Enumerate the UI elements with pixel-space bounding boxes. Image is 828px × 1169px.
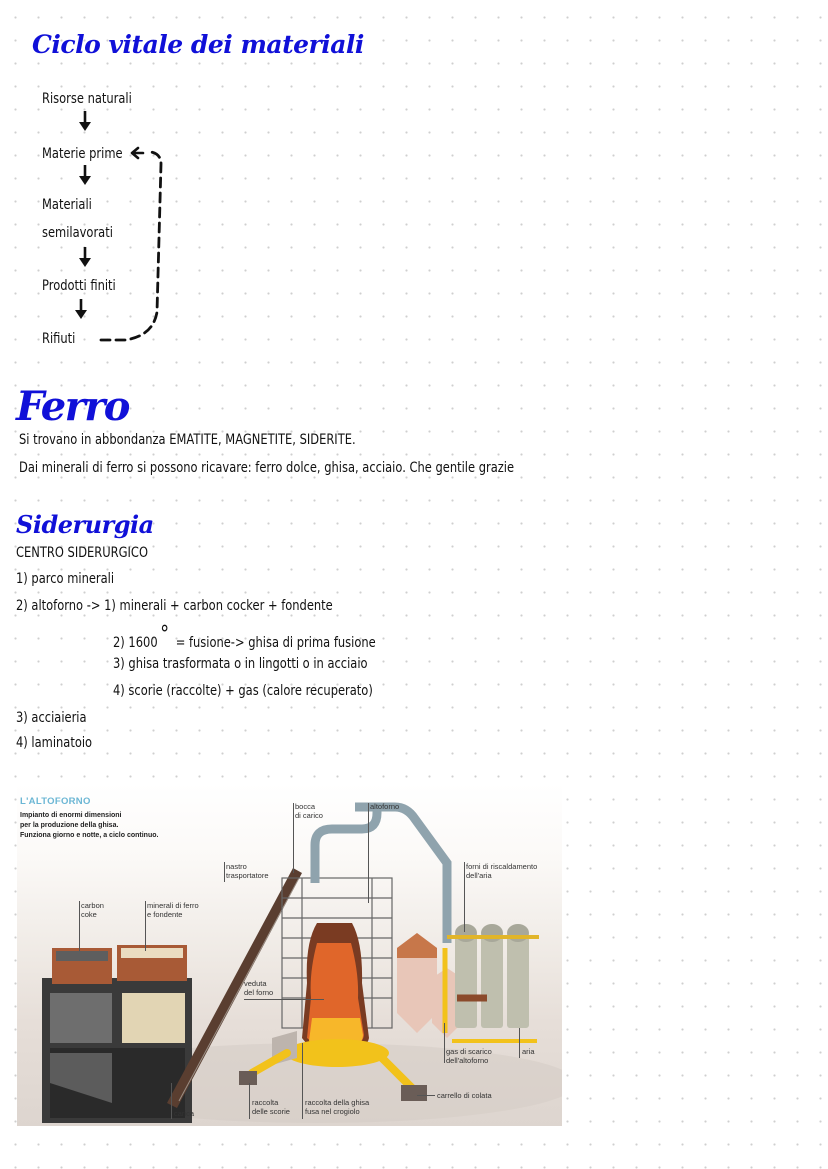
section-title-ciclo-vitale: Ciclo vitale dei materiali <box>32 30 364 59</box>
leader-line <box>249 1083 250 1119</box>
siderurgia-heading: CENTRO SIDERURGICO <box>16 545 148 561</box>
leader-line <box>368 803 369 903</box>
leader-line <box>302 1043 303 1119</box>
label-altoforno: altoforno <box>370 802 400 811</box>
sub-item-1600 <box>113 622 376 653</box>
label-gas-di-scarico: gas di scarico dell'altoforno <box>446 1047 492 1065</box>
step-semilavorati: semilavorati <box>42 225 113 241</box>
label-carica: carica <box>174 1109 195 1118</box>
leader-line <box>224 862 225 882</box>
ferro-line-1: Si trovano in abbondanza EMATITE, MAGNETITE, SIDERITE. <box>19 432 356 448</box>
leader-line <box>79 901 80 951</box>
leader-line <box>444 1023 445 1063</box>
label-carrello-di-colata: carrello di colata <box>437 1091 492 1100</box>
leader-line <box>293 803 294 873</box>
item-acciaieria: 3) acciaieria <box>16 710 87 726</box>
leader-line <box>244 999 324 1000</box>
arrow-down-icon <box>78 246 92 268</box>
item-altoforno: 2) altoforno -> 1) minerali + carbon cocker + fondente <box>16 598 333 614</box>
step-materiali: Materiali <box>42 197 92 213</box>
figure-subtitle-line: per la produzione della ghisa. <box>20 822 119 829</box>
section-title-ferro: Ferro <box>16 383 129 430</box>
step-rifiuti: Rifiuti <box>42 331 76 347</box>
sub-item-scorie-gas: 4) scorie (raccolte) + gas (calore recuperato) <box>113 683 373 699</box>
label-veduta-del-forno: veduta del forno <box>244 979 274 997</box>
label-bocca-di-carico: bocca di carico <box>295 802 323 820</box>
label-minerali-di-ferro: minerali di ferro e fondente <box>147 901 199 919</box>
arrow-down-icon <box>74 298 88 320</box>
label-aria: aria <box>522 1047 535 1056</box>
step-risorse-naturali: Risorse naturali <box>42 91 132 107</box>
degree-symbol: ° <box>160 622 170 647</box>
label-carbon-coke: carbon coke <box>81 901 104 919</box>
label-raccolta-scorie: raccolta delle scorie <box>252 1098 290 1116</box>
recycle-loop-arrow-icon <box>95 140 175 350</box>
label-raccolta-ghisa: raccolta della ghisa fusa nel crogiolo <box>305 1098 370 1116</box>
step-prodotti-finiti: Prodotti finiti <box>42 278 116 294</box>
figure-title: L'ALTOFORNO <box>20 796 91 807</box>
leader-line <box>171 1083 172 1119</box>
leader-line <box>519 1028 520 1058</box>
ferro-line-2: Dai minerali di ferro si possono ricavare: ferro dolce, ghisa, acciaio. Che gentile grazie <box>19 460 515 476</box>
leader-line <box>417 1095 435 1096</box>
item-laminatoio: 4) laminatoio <box>16 735 93 751</box>
sub-item-1600-text: 2) 1600 <box>113 635 158 651</box>
label-nastro-trasportatore: nastro trasportatore <box>226 862 269 880</box>
step-materie-prime: Materie prime <box>42 146 123 162</box>
arrow-down-icon <box>78 110 92 132</box>
figure-subtitle-line: Impianto di enormi dimensioni <box>20 812 122 819</box>
leader-line <box>145 901 146 951</box>
section-title-siderurgia: Siderurgia <box>16 510 154 539</box>
figure-subtitle-line: Funziona giorno e notte, a ciclo continuo. <box>20 832 159 839</box>
leader-line <box>464 862 465 932</box>
label-forni-riscaldamento: forni di riscaldamento dell'aria <box>466 862 538 880</box>
altoforno-illustration <box>17 783 562 1126</box>
sub-item-fusione-text: = fusione-> ghisa di prima fusione <box>175 635 376 651</box>
sub-item-ghisa-trasformata: 3) ghisa trasformata o in lingotti o in acciaio <box>113 656 368 672</box>
item-parco-minerali: 1) parco minerali <box>16 571 115 587</box>
arrow-down-icon <box>78 164 92 186</box>
blast-furnace-drawing <box>17 783 562 1126</box>
